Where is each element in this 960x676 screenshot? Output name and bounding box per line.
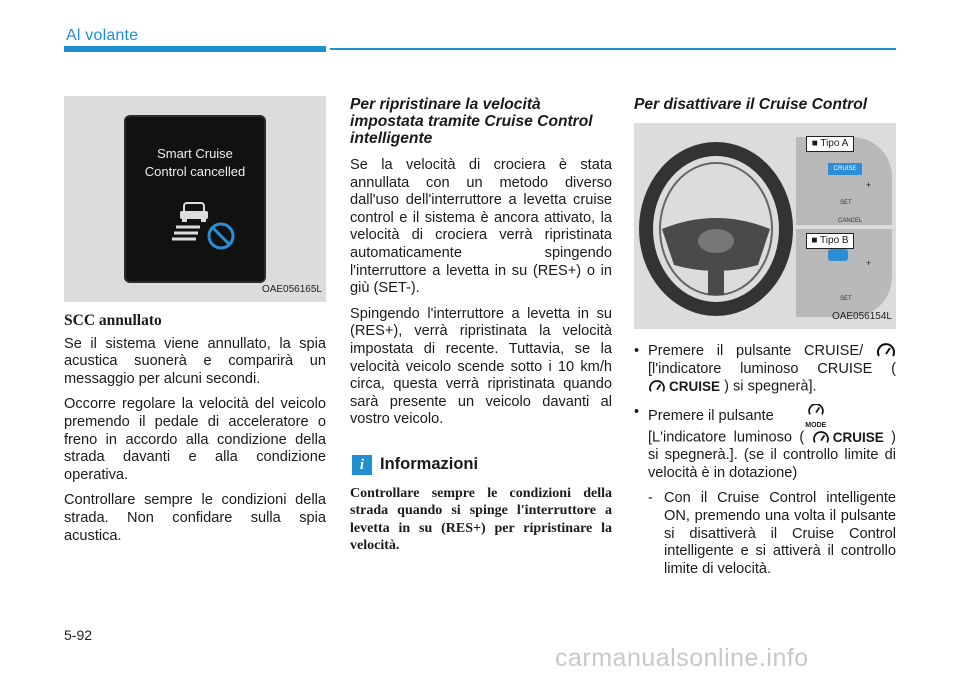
figure-code: OAE056154L — [831, 311, 892, 323]
header-rule-thin — [330, 48, 896, 50]
bullet-text: [L'indicatore luminoso ( — [648, 429, 805, 446]
plus-label: + — [866, 258, 872, 268]
cruise-badge-text: CRUISE — [669, 379, 721, 395]
mode-label: MODE — [805, 422, 827, 430]
scc-heading: SCC annullato — [64, 312, 162, 329]
bullet-item — [634, 343, 896, 396]
set-label: SET — [840, 296, 852, 302]
disable-heading: Per disattivare il Cruise Control — [634, 96, 868, 113]
info-title: Informazioni — [380, 455, 479, 474]
paragraph: Spingendo l'interruttore a levetta in su (RES+), verrà ripristinata la velocità impostata di recente. Tuttavia, se la velocità veicolo scende sotto i 10 km/h circa, questa verrà ripristinata quando sarà presente un veicolo davanti al vostro veicolo. — [350, 305, 612, 428]
cruise-speedometer-icon — [648, 380, 666, 394]
info-body: Controllare sempre le condizioni della strada quando si spinge l'interruttore a levetta in su (RES+) per ripristinare la velocità. — [350, 485, 612, 554]
cancel-circle-icon — [206, 221, 236, 251]
info-icon: i — [352, 455, 372, 475]
tag-tipo-a: ■ Tipo A — [806, 136, 854, 152]
cruise-badge-text: CRUISE — [832, 430, 884, 446]
cruise-button-b — [828, 249, 848, 261]
bullet-dot: • — [634, 343, 640, 359]
steering-wheel-icon — [638, 137, 794, 317]
sub-text: Con il Cruise Control intelligente ON, premendo una volta il pulsante si disattiverà il Cruise Control intelligente e si attiverà il controllo limite di velocità. — [664, 490, 896, 577]
page-number: 5-92 — [64, 627, 93, 643]
cruise-button-a: CRUISE — [828, 163, 862, 175]
cancel-label: CANCEL — [838, 218, 863, 224]
bullet-text: ) si spegnerà.]. (se il controllo limite di velocità è in dotazione) — [648, 429, 896, 481]
paragraph: Se il sistema viene annullato, la spia acustica suonerà e comparirà un messaggio per alcuni secondi. — [64, 335, 326, 387]
paragraph: Occorre regolare la velocità del veicolo premendo il pedale di acceleratore o freno in accordo alla condizione della strada davanti e alla condizione operativa. — [64, 396, 326, 483]
watermark: carmanualsonline.info — [555, 644, 809, 672]
set-label: SET — [840, 200, 852, 206]
info-header — [350, 455, 612, 475]
restore-heading: Per ripristinare la velocità impostata tramite Cruise Control intelligente — [350, 96, 593, 147]
column-1 — [64, 96, 326, 553]
plus-label: + — [866, 180, 872, 190]
bullet-dot: • — [634, 404, 640, 421]
paragraph: Controllare sempre le condizioni della strada. Non confidare sulla spia acustica. — [64, 492, 326, 544]
bullet-text: ) si spegnerà]. — [724, 378, 817, 395]
sub-item — [648, 490, 896, 578]
column-3 — [634, 96, 896, 578]
sub-dash: - — [648, 490, 653, 507]
tag-tipo-b: ■ Tipo B — [806, 233, 854, 249]
screen-line-2: Control cancelled — [144, 164, 246, 179]
paragraph: Se la velocità di crociera è stata annullata con un metodo diverso dall'uso dell'interruttore a levetta cruise control e il sistema è ancora attivato, la velocità di crociera verrà ripristinata automaticamente spingendo l'interruttore a levetta in su (RES+) o in giù (SET-). — [350, 157, 612, 297]
mode-button-icon — [802, 404, 830, 429]
bullet-text: Premere il pulsante CRUISE/ — [648, 343, 864, 359]
screen-line-1: Smart Cruise — [157, 146, 233, 161]
cluster-screen — [124, 115, 266, 283]
cruise-indicator — [812, 429, 884, 447]
cruise-speedometer-icon — [812, 431, 830, 445]
bullet-text: Premere il pulsante — [648, 408, 774, 425]
cruise-indicator — [648, 378, 720, 396]
header-rule-thick — [64, 46, 326, 52]
steering-figure — [634, 123, 896, 329]
cruise-speedometer-icon — [876, 343, 896, 359]
section-label: Al volante — [66, 27, 139, 44]
cluster-figure — [64, 96, 326, 302]
column-2 — [350, 96, 612, 563]
figure-code: OAE056165L — [261, 284, 322, 296]
bullet-text: [l'indicatore luminoso CRUISE ( — [648, 360, 896, 377]
bullet-item — [634, 404, 896, 482]
